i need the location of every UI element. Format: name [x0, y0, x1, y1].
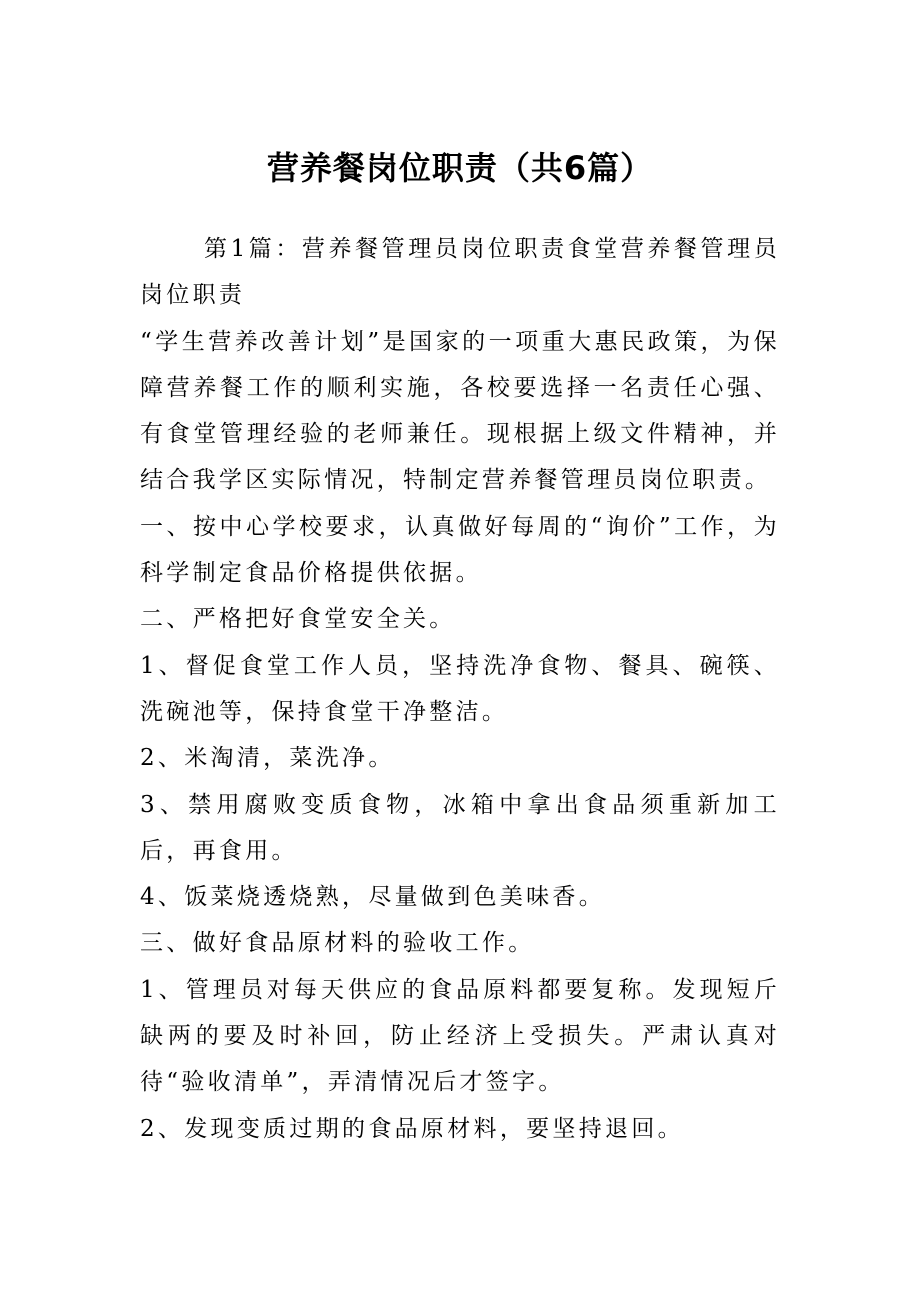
paragraph: 三、做好食品原材料的验收工作。 [140, 930, 535, 957]
paragraph: 二、严格把好食堂安全关。 [140, 606, 456, 633]
paragraph: 一、按中心学校要求，认真做好每周的“询价”工作，为科学制定食品价格提供依据。 [140, 513, 780, 587]
paragraph: 2、米淘清，菜洗净。 [140, 745, 395, 772]
document-body [140, 226, 780, 1152]
paragraph: 2、发现变质过期的食品原材料，要坚持退回。 [140, 1115, 684, 1142]
document-title: 营养餐岗位职责（共6篇） [266, 149, 654, 187]
paragraph: 3、禁用腐败变质食物，冰箱中拿出食品须重新加工后，再食用。 [140, 791, 780, 864]
paragraph: “学生营养改善计划”是国家的一项重大惠民政策，为保障营养餐工作的顺利实施，各校要选择一名责任心强、有食堂管理经验的老师兼任。现根据上级文件精神，并结合我学区实际情况，特制定营养餐管理员岗位职责。 [140, 328, 780, 494]
paragraph: 4、饭菜烧透烧熟，尽量做到色美味香。 [140, 884, 606, 911]
paragraph: 1、管理员对每天供应的食品原料都要复称。发现短斤缺两的要及时补回，防止经济上受损失。严肃认真对待“验收清单”，弄清情况后才签字。 [140, 976, 780, 1096]
paragraph: 1、督促食堂工作人员，坚持洗净食物、餐具、碗筷、洗碗池等，保持食堂干净整洁。 [140, 652, 780, 725]
paragraph-heading: 第1篇：营养餐管理员岗位职责食堂营养餐管理员岗位职责 [140, 236, 780, 309]
